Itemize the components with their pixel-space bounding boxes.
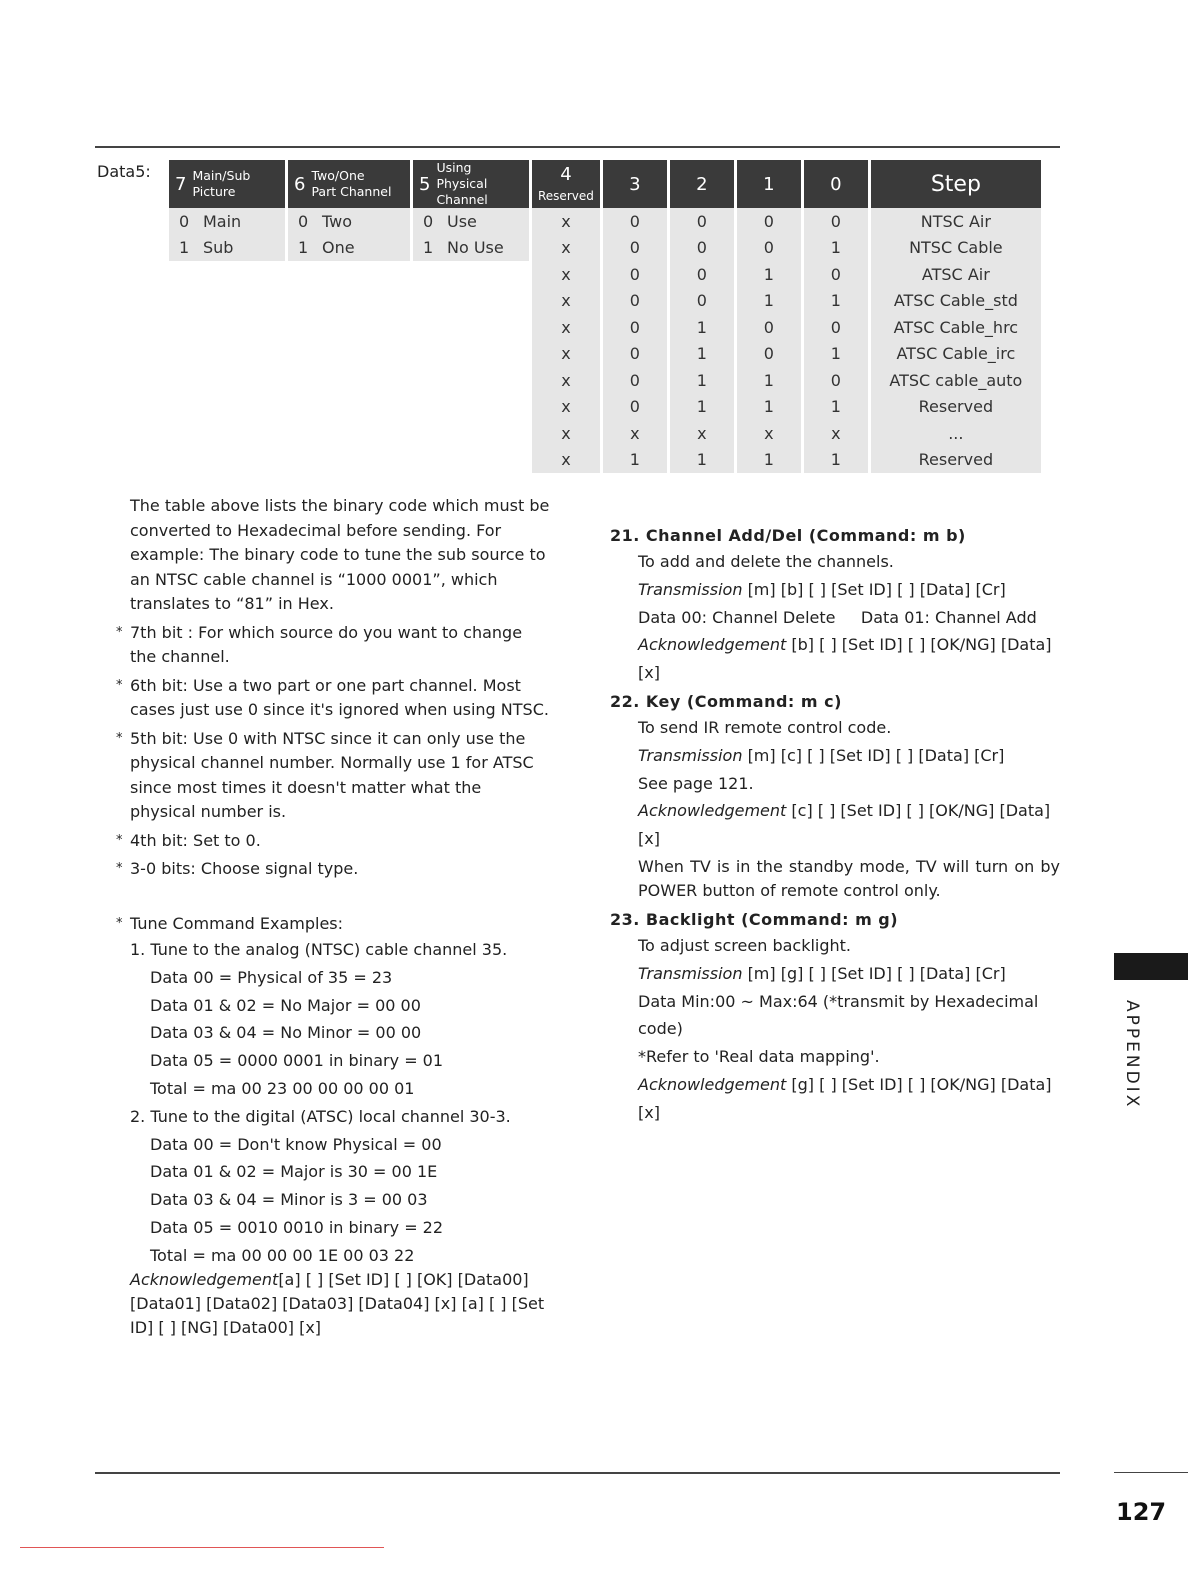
bit3-cell: 1 [603,447,667,474]
bit2-cell: x [670,420,734,447]
bit2-cell: 1 [670,367,734,394]
bit0-cell: 1 [804,447,868,474]
section-21-title: 21. Channel Add/Del (Command: m b) [610,526,966,545]
header-bit-2: 2 [670,160,734,208]
step-cell: NTSC Cable [871,235,1041,262]
section-22-acknowledgement: Acknowledgement [c] [ ] [Set ID] [ ] [OK/NG] [Data] [x] [638,801,1051,849]
bit1-cell: 0 [737,341,801,368]
bit1-cell: 1 [737,367,801,394]
bit0-cell: x [804,420,868,447]
page-number: 127 [1116,1498,1167,1526]
table-row [169,367,1041,394]
blank-cell [169,447,529,474]
section-22-title: 22. Key (Command: m c) [610,692,842,711]
appendix-side-label: APPENDIX [1122,1000,1142,1110]
bit4-cell: x [532,314,600,341]
table-row [169,288,1041,315]
bit7-option-sub: 1 Sub [169,235,285,262]
header-bit-1: 1 [737,160,801,208]
section-23-title: 23. Backlight (Command: m g) [610,910,899,929]
list-item: Data 00 = Physical of 35 = 23 [150,967,393,987]
table-row [169,394,1041,421]
list-item: Data 03 & 04 = No Minor = 00 00 [150,1023,422,1043]
bit1-cell: x [737,420,801,447]
blank-cell [169,261,529,288]
step-cell: ATSC Cable_irc [871,341,1041,368]
bit0-cell: 0 [804,261,868,288]
step-cell: Reserved [871,394,1041,421]
bit4-cell: x [532,288,600,315]
table-row [169,341,1041,368]
bit1-cell: 0 [737,208,801,235]
blank-cell [169,420,529,447]
blank-cell [169,394,529,421]
bit4-cell: x [532,341,600,368]
bottom-rule [95,1472,1060,1474]
bit0-cell: 0 [804,367,868,394]
bit3-cell: 0 [603,367,667,394]
bullet-3-0-bits: * 3-0 bits: Choose signal type. [116,859,359,878]
example-acknowledgement [130,1268,550,1340]
table-row [169,261,1041,288]
bit0-cell: 0 [804,208,868,235]
bit0-cell: 1 [804,341,868,368]
header-bit-3: 3 [603,160,667,208]
ack-label: Acknowledgement [130,1270,279,1289]
section-23-backlight [610,908,1060,1127]
bit3-cell: 0 [603,261,667,288]
bit1-cell: 1 [737,394,801,421]
bit3-cell: 0 [603,288,667,315]
list-item: Total = ma 00 23 00 00 00 00 01 [150,1078,415,1098]
section-22-see-page: See page 121. [638,773,754,793]
data5-label: Data5: [97,162,151,181]
bit0-cell: 1 [804,235,868,262]
blank-cell [169,288,529,315]
intro-paragraph: The table above lists the binary code which must be converted to Hexadecimal before sending. For example: The binary code to tune the sub source to an NTSC cable channel is “1000 0001”, which translates to “81” in Hex. [130,496,550,613]
bit4-cell: x [532,235,600,262]
top-rule [95,146,1060,148]
bit1-cell: 0 [737,235,801,262]
bit3-cell: x [603,420,667,447]
section-22-note: When TV is in the standby mode, TV will turn on by POWER button of remote control only. [638,856,1060,900]
step-cell: Reserved [871,447,1041,474]
bit5-option-use: 0 Use [413,208,529,235]
bit0-cell: 0 [804,314,868,341]
section-23-desc: To adjust screen backlight. [638,936,852,955]
bit1-cell: 1 [737,447,801,474]
section-23-data: Data Min:00 ~ Max:64 (*transmit by Hexadecimal code) [638,991,1039,1039]
header-bit-4: 4 Reserved [532,160,600,208]
step-cell: ... [871,420,1041,447]
bullet-6th-bit: * 6th bit: Use a two part or one part channel. Most cases just use 0 since it's ignored when using NTSC. [116,675,549,719]
section-22-key [610,690,1060,903]
section-23-refer: *Refer to 'Real data mapping'. [638,1047,880,1067]
list-item: Data 01 & 02 = Major is 30 = 00 1E [150,1162,438,1182]
step-cell: ATSC Cable_std [871,288,1041,315]
red-footer-line [20,1547,384,1548]
table-row [169,208,1041,235]
bullet-7th-bit: * 7th bit : For which source do you want to change the channel. [116,622,523,666]
bit1-cell: 0 [737,314,801,341]
table-row [169,447,1041,474]
step-cell: ATSC Cable_hrc [871,314,1041,341]
table-row [169,235,1041,262]
bit6-option-two: 0 Two [288,208,410,235]
header-bit-7: 7 Main/Sub Picture [169,160,285,208]
bit4-cell: x [532,208,600,235]
list-item: Total = ma 00 00 00 1E 00 03 22 [150,1245,415,1265]
bit2-cell: 1 [670,394,734,421]
section-23-transmission: Transmission [m] [g] [ ] [Set ID] [ ] [Data] [Cr] [638,963,1006,983]
example-1-title: 1. Tune to the analog (NTSC) cable channel 35. [130,940,508,959]
list-item: Data 05 = 0000 0001 in binary = 01 [150,1051,444,1071]
header-bit-5: 5Using Physical Channel [413,160,529,208]
bit3-cell: 0 [603,235,667,262]
left-column [116,494,550,1270]
bit2-cell: 0 [670,208,734,235]
bit2-cell: 1 [670,314,734,341]
bit2-cell: 0 [670,288,734,315]
section-21-transmission: Transmission [m] [b] [ ] [Set ID] [ ] [Data] [Cr] [638,579,1006,599]
bit2-cell: 0 [670,235,734,262]
bit2-cell: 1 [670,447,734,474]
header-bit-6: 6 Two/One Part Channel [288,160,410,208]
bit2-cell: 0 [670,261,734,288]
step-cell: ATSC cable_auto [871,367,1041,394]
list-item: Data 05 = 0010 0010 in binary = 22 [150,1217,444,1237]
page-number-rule [1114,1472,1188,1473]
bit3-cell: 0 [603,341,667,368]
section-23-acknowledgement: Acknowledgement [g] [ ] [Set ID] [ ] [OK/NG] [Data] [x] [638,1074,1052,1122]
bit0-cell: 1 [804,288,868,315]
bit4-cell: x [532,261,600,288]
bit4-cell: x [532,447,600,474]
list-item: Data 01 & 02 = No Major = 00 00 [150,995,421,1015]
blank-cell [169,314,529,341]
bullet-5th-bit: * 5th bit: Use 0 with NTSC since it can only use the physical channel number. Normally use 1 for ATSC since most times it doesn't matter what the physical number is. [116,728,534,821]
examples-title: * Tune Command Examples: [116,913,344,933]
bit4-cell: x [532,420,600,447]
example-2-title: 2. Tune to the digital (ATSC) local channel 30-3. [130,1106,511,1126]
blank-cell [169,367,529,394]
bit4-cell: x [532,367,600,394]
bit1-cell: 1 [737,288,801,315]
bit7-option-main: 0 Main [169,208,285,235]
section-21-channel-add-del [610,524,1060,687]
bit3-cell: 0 [603,394,667,421]
step-cell: NTSC Air [871,208,1041,235]
bit0-cell: 1 [804,394,868,421]
appendix-tab-marker [1114,953,1188,980]
data5-bit-table [166,160,1044,473]
bit3-cell: 0 [603,314,667,341]
ack-text: [a] [ ] [Set ID] [ ] [OK] [Data00] [Data01] [Data02] [Data03] [Data04] [x] [a] [ ] [Set ID] [ ] [NG] [Data00] [x] [130,1270,545,1337]
list-item: Data 03 & 04 = Minor is 3 = 00 03 [150,1190,428,1210]
header-bit-0: 0 [804,160,868,208]
bit1-cell: 1 [737,261,801,288]
bit5-option-no-use: 1 No Use [413,235,529,262]
list-item: Data 00 = Don't know Physical = 00 [150,1134,442,1154]
header-step: Step [871,160,1041,208]
section-21-acknowledgement: Acknowledgement [b] [ ] [Set ID] [ ] [OK/NG] [Data] [x] [638,635,1052,683]
bullet-4th-bit: * 4th bit: Set to 0. [116,830,261,850]
step-cell: ATSC Air [871,261,1041,288]
blank-cell [169,341,529,368]
bit6-option-one: 1 One [288,235,410,262]
bit4-cell: x [532,394,600,421]
section-22-desc: To send IR remote control code. [638,718,892,737]
section-21-data: Data 00: Channel Delete Data 01: Channel Add [638,607,1037,627]
section-21-desc: To add and delete the channels. [638,552,894,571]
example-list [130,936,550,1270]
bit3-cell: 0 [603,208,667,235]
bit2-cell: 1 [670,341,734,368]
table-row [169,314,1041,341]
section-22-transmission: Transmission [m] [c] [ ] [Set ID] [ ] [Data] [Cr] [638,745,1005,765]
table-row [169,420,1041,447]
